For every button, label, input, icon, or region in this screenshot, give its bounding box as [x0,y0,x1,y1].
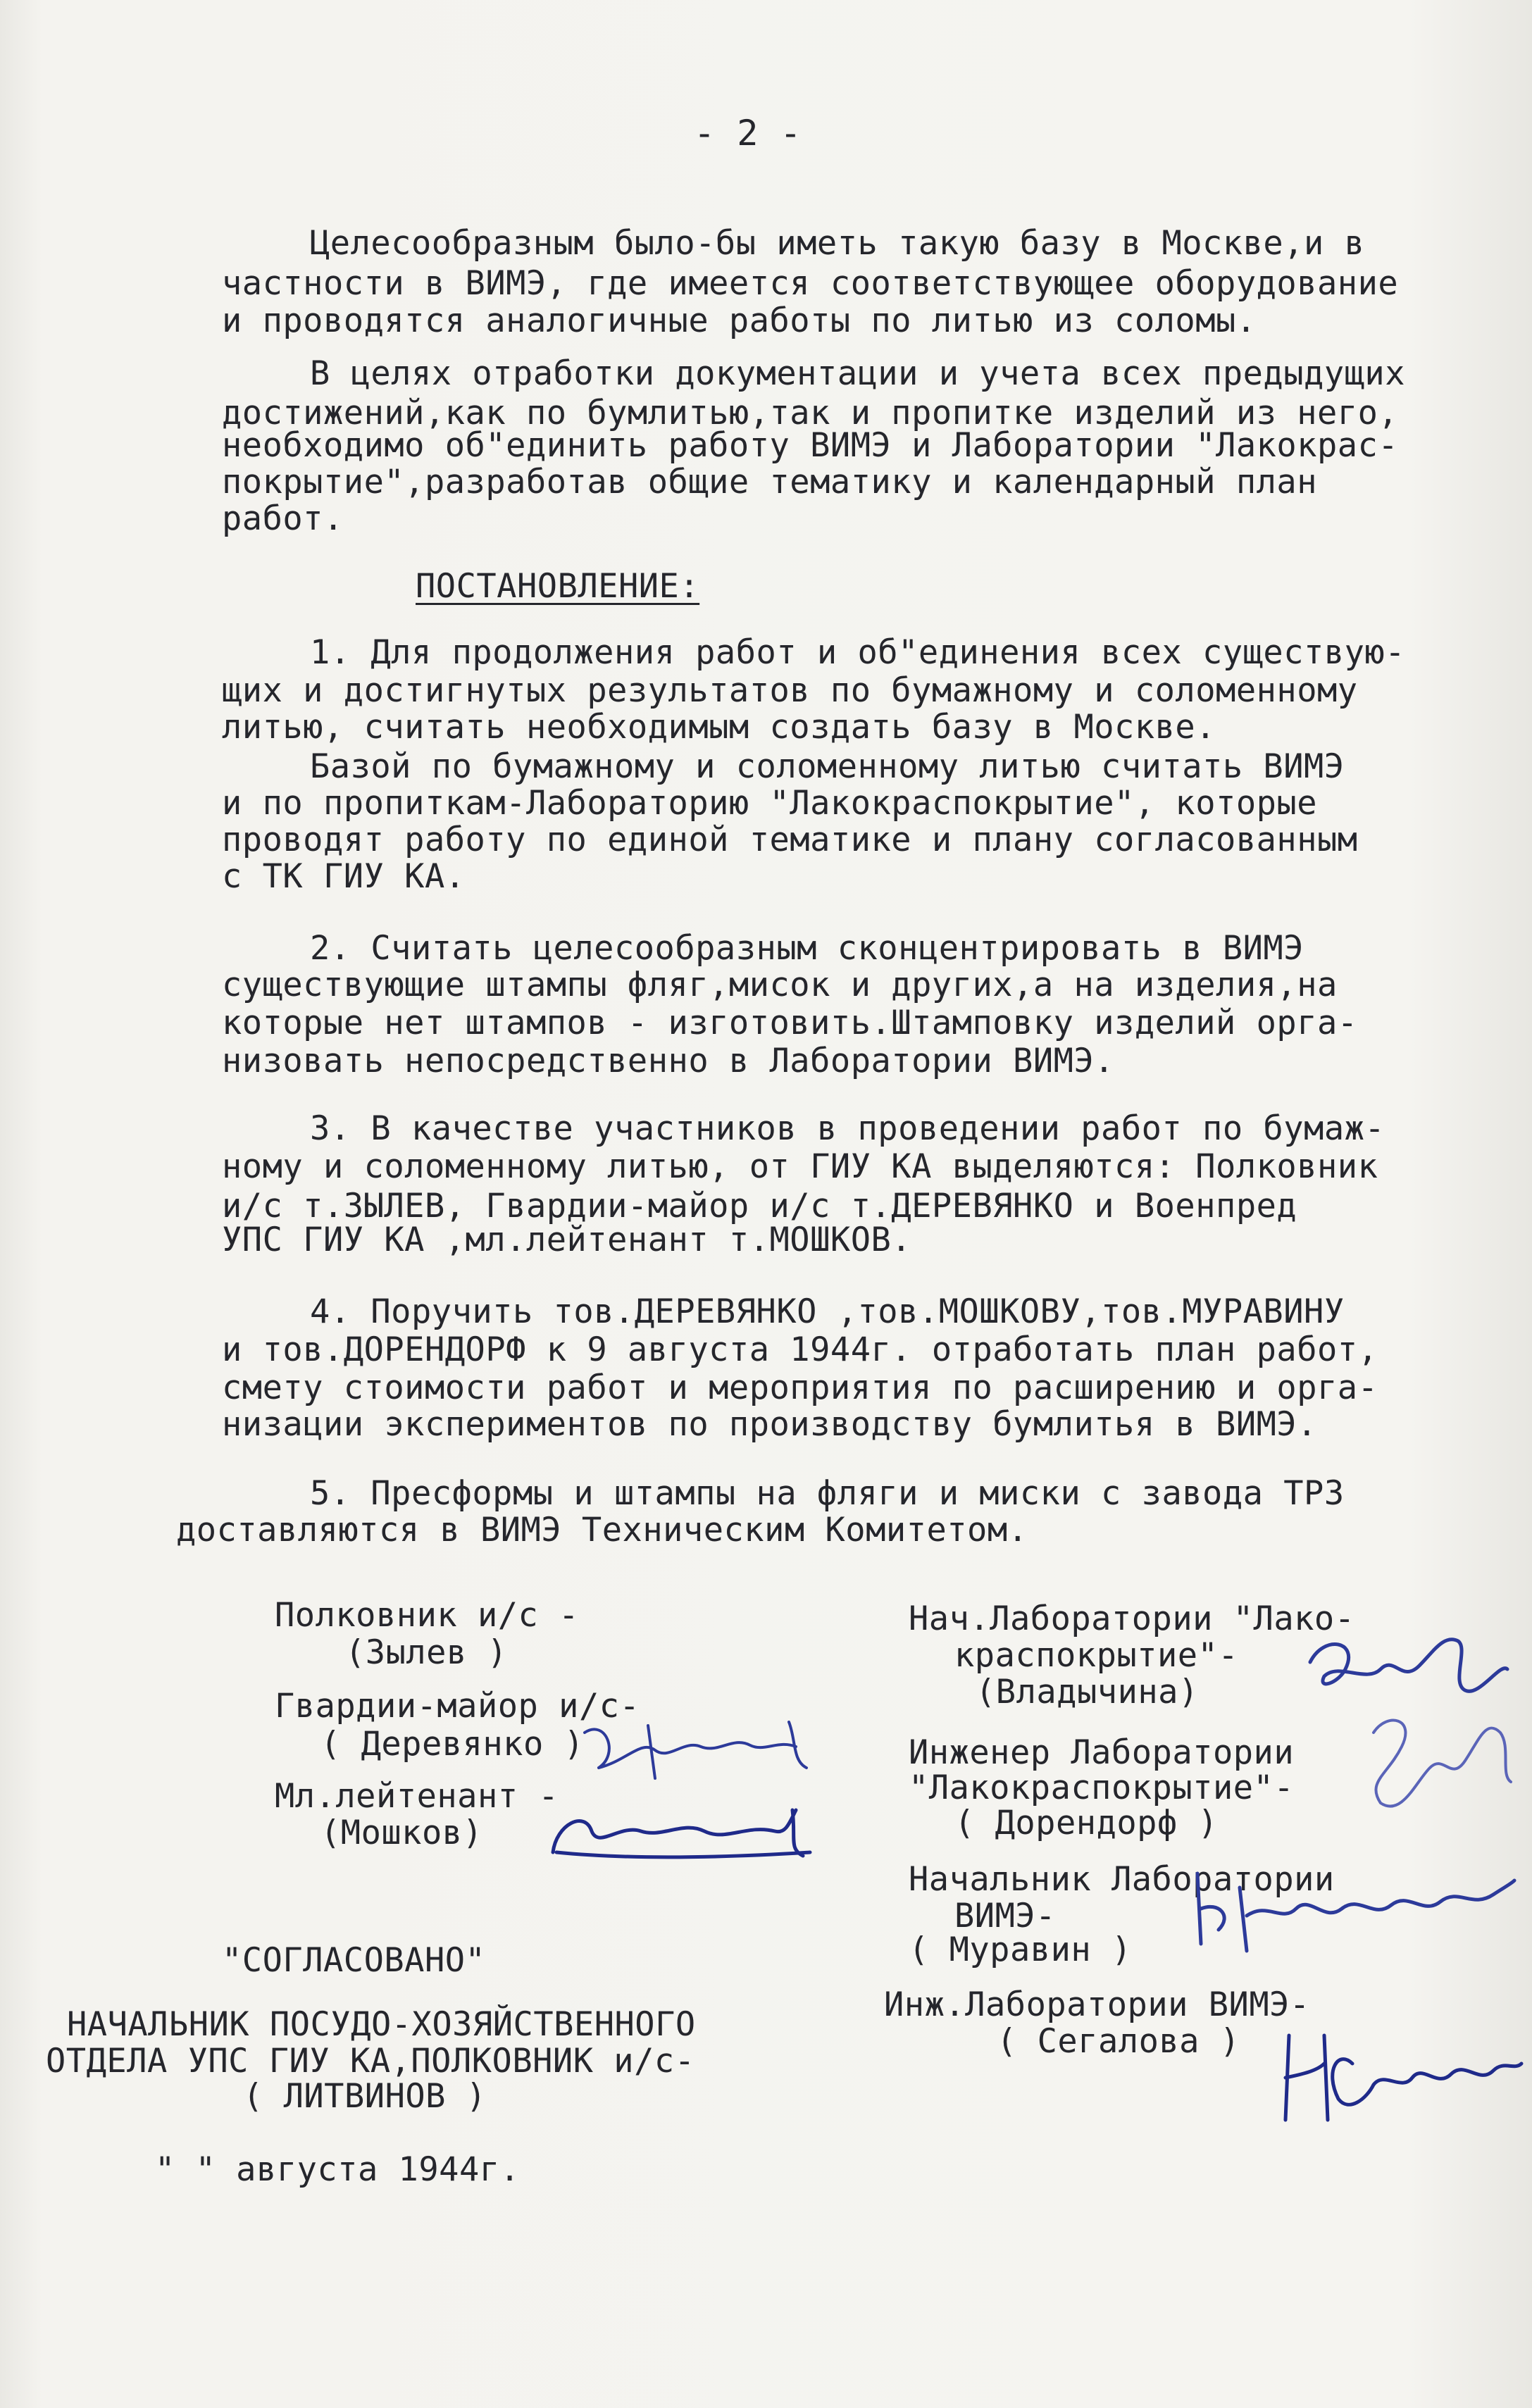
signatory-title: Начальник Лаборатории [909,1860,1335,1899]
text-line: смету стоимости работ и мероприятия по расширению и орга- [222,1368,1378,1407]
signatory-title: краспокрытие"- [954,1636,1239,1675]
text-line: Базой по бумажному и соломенному литью считать ВИМЭ [310,747,1345,786]
signatory-name: (Зылев ) [345,1633,508,1672]
text-line: 2. Считать целесообразным сконцентрировать в ВИМЭ [310,929,1304,968]
text-line: покрытие",разработав общие тематику и календарный план [222,463,1318,501]
text-line: необходимо об"единить работу ВИМЭ и Лаборатории "Лакокрас- [222,426,1399,465]
text-line: и по пропиткам-Лабораторию "Лакокраспокрытие", которые [222,784,1318,823]
signatory-title: Инженер Лаборатории [909,1733,1295,1772]
text-line: работ. [222,499,344,538]
signature-segalova [1275,2021,1528,2134]
text-line: Целесообразным было-бы иметь такую базу в Москве,и в [310,224,1365,263]
signatory-title: Инж.Лаборатории ВИМЭ- [884,1985,1310,2024]
signatory-title: Мл.лейтенант - [275,1777,559,1816]
signatory-title: "Лакокраспокрытие"- [909,1768,1295,1807]
approval-stamp-text: "СОГЛАСОВАНО" [222,1941,486,1980]
text-line: существующие штампы фляг,мисок и других,а на изделия,на [222,966,1338,1004]
text-line: проводят работу по единой тематике и плану согласованным [222,821,1358,859]
approval-title: НАЧАЛЬНИК ПОСУДО-ХОЗЯЙСТВЕННОГО [67,2005,696,2044]
text-line: 4. Поручить тов.ДЕРЕВЯНКО ,тов.МОШКОВУ,тов.МУРАВИНУ [310,1292,1345,1331]
text-line: частности в ВИМЭ, где имеется соответствующее оборудование [222,264,1399,303]
text-line: низовать непосредственно в Лаборатории ВИМЭ. [222,1042,1115,1080]
signatory-name: ( Муравин ) [909,1930,1132,1969]
signatory-name: ( Деревянко ) [320,1725,585,1764]
signatory-name: (Мошков) [320,1814,483,1852]
text-line: УПС ГИУ КА ,мл.лейтенант т.МОШКОВ. [222,1221,912,1259]
text-line: достижений,как по бумлитью,так и пропитке изделий из него, [222,394,1399,432]
text-line: которые нет штампов - изготовить.Штамповку изделий орга- [222,1004,1358,1042]
text-line: низации экспериментов по производству бумлитья в ВИМЭ. [222,1405,1318,1444]
text-line: с ТК ГИУ КА. [222,857,466,896]
text-line: литью, считать необходимым создать базу в Москве. [222,708,1216,747]
approval-date: " " августа 1944г. [155,2150,521,2189]
signatory-title: Гвардии-майор и/с- [275,1687,640,1726]
signature-dorendorf [1359,1704,1521,1824]
signatory-name: ( Сегалова ) [997,2022,1240,2061]
signature-mushkov [542,1782,824,1866]
signatory-title: Нач.Лаборатории "Лако- [909,1599,1355,1638]
signatory-title: ВИМЭ- [954,1897,1056,1935]
signatory-name: ( Дорендорф ) [954,1804,1219,1842]
text-line: щих и достигнутых результатов по бумажному и соломенному [222,671,1358,710]
text-line: и/с т.ЗЫЛЕВ, Гвардии-майор и/с т.ДЕРЕВЯНКО и Военпред [222,1187,1297,1225]
text-line: ному и соломенному литью, от ГИУ КА выделяются: Полковник [222,1147,1378,1186]
approval-title: ОТДЕЛА УПС ГИУ КА,ПОЛКОВНИК и/с- [46,2042,695,2081]
text-line: 5. Пресформы и штампы на фляги и миски с завода ТРЗ [310,1474,1345,1513]
signatory-name: (Владычина) [976,1673,1199,1711]
text-line: доставляются в ВИМЭ Техническим Комитетом. [176,1511,1028,1549]
signatory-title: Полковник и/с - [275,1596,579,1635]
page-number: - 2 - [694,113,802,154]
approval-name: ( ЛИТВИНОВ ) [243,2077,487,2116]
signature-muravin [1183,1859,1521,1965]
signature-deryanko [578,1711,817,1789]
text-line: 1. Для продолжения работ и об"единения всех существую- [310,633,1406,672]
text-line: 3. В качестве участников в проведении работ по бумаж- [310,1109,1385,1148]
resolution-heading: ПОСТАНОВЛЕНИЕ: [416,567,700,606]
text-line: и проводятся аналогичные работы по литью из соломы. [222,301,1257,340]
text-line: В целях отработки документации и учета всех предыдущих [310,354,1406,393]
text-line: и тов.ДОРЕНДОРФ к 9 августа 1944г. отработать план работ, [222,1330,1378,1369]
